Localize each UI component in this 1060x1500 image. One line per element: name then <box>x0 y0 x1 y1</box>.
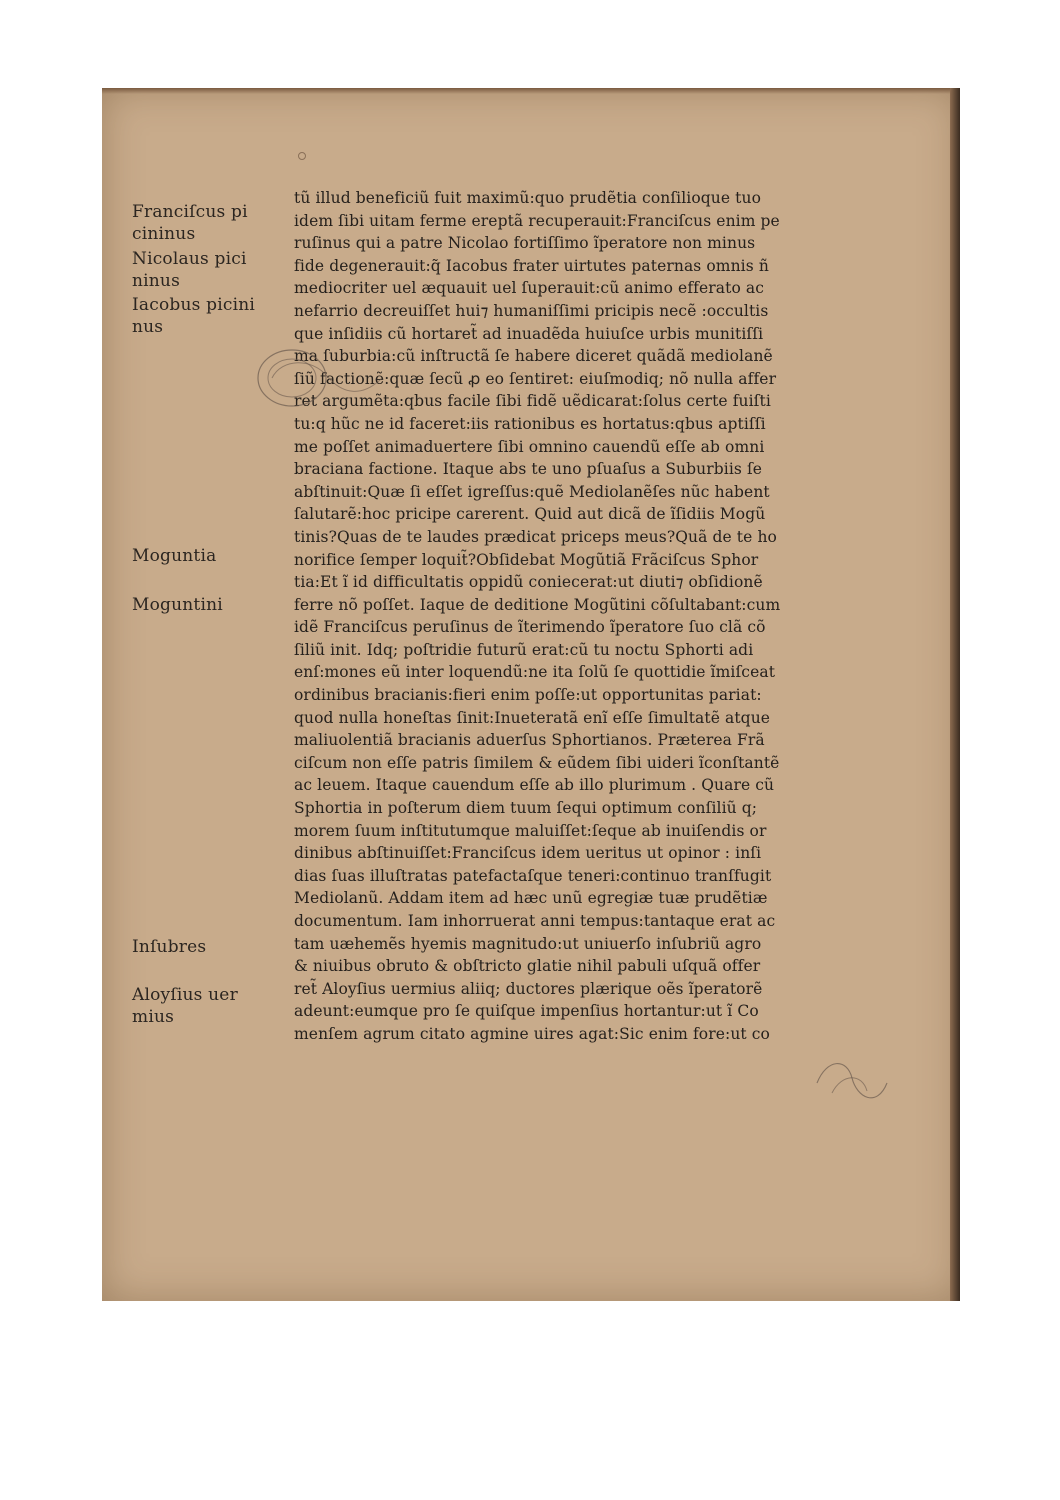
text-line: Mediolanũ. Addam item ad hæc unũ egregiæ tuæ prudẽtiæ <box>294 889 768 908</box>
text-line: Sphortia in poſterum diem tuum ſequi optimum conſiliũ q; <box>294 799 758 818</box>
page-right-edge <box>950 88 960 1301</box>
margin-note-aloysius: Aloyſius uer mius <box>132 985 238 1027</box>
text-line: ſiũ factionẽ:quæ ſecũ ꝓ eo ſentiret: eiuſmodiq; nõ nulla affer <box>294 369 777 388</box>
margin-note-iacobus: Iacobus picini nus <box>132 295 256 337</box>
text-line: ordinibus bracianis:fieri enim poſſe:ut opportunitas pariat: <box>294 686 762 705</box>
body-text <box>294 187 894 1046</box>
text-line: maliuolentiã bracianis aduerſus Sphortianos. Præterea Frã <box>294 731 765 750</box>
text-line: quod nulla honeſtas ſinit:Inueteratã enĩ eſſe ſimultatẽ atque <box>294 708 771 727</box>
library-stamp-mark-2 <box>807 1053 897 1113</box>
text-line: ſiliũ init. Idq; poſtridie futurũ erat:cũ tu noctu Sphorti adi <box>294 640 754 659</box>
text-line: idem ſibi uitam ferme ereptã recuperauit:Franciſcus enim pe <box>294 211 780 230</box>
text-line: ret̃ Aloyſius uermius aliiq; ductores plærique oẽs ĩperatorẽ <box>294 979 763 998</box>
text-line: ret argumẽta:qbus facile ſibi fidẽ uẽdicarat:ſolus certe fuiſti <box>294 392 771 411</box>
text-line: tam uæhemẽs hyemis magnitudo:ut uniuerſo inſubriũ agro <box>294 934 762 953</box>
text-line: ma ſuburbia:cũ inſtructã ſe habere diceret quãdã mediolanẽ <box>294 347 773 366</box>
margin-note-insubres: Inſubres <box>132 937 207 957</box>
small-circle-mark <box>298 152 306 160</box>
text-line: documentum. Iam inhorruerat anni tempus:tantaque erat ac <box>294 912 776 930</box>
text-line: mediocriter uel æquauit uel ſuperauit:cũ animo efferato ac <box>294 279 765 298</box>
text-line: ſalutarẽ:hoc pricipe carerent. Quid aut dicã de ĩſidiis Mogũ <box>294 505 766 524</box>
text-line: ferre nõ poſſet. Iaque de deditione Mogũtini cõſultabant:cum <box>294 595 781 614</box>
text-line: braciana factione. Itaque abs te uno pſuaſus a Suburbiis ſe <box>294 460 763 479</box>
text-line: dias ſuas illuſtratas patefactaſque teneri:continuo tranſfugit <box>294 866 772 885</box>
library-stamp-mark <box>252 338 392 418</box>
margin-note-nicolaus: Nicolaus pici ninus <box>132 249 247 291</box>
text-line: dinibus abſtinuiſſet:Franciſcus idem ueritus ut opinor : inſi <box>294 844 762 863</box>
margin-note-moguntini: Moguntini <box>132 595 223 615</box>
text-line: que inſidiis cũ hortaret̃ ad inuadẽda huiuſce urbis munitiſſi <box>294 324 764 343</box>
text-line: tu:q hũc ne id faceret:iis rationibus es hortatus:qbus aptiſſi <box>294 414 766 433</box>
text-line: me poſſet animaduertere ſibi omnino cauendũ eſſe ab omni <box>294 437 765 456</box>
text-line: fide degenerauit:q̃ Iacobus frater uirtutes paternas omnis ñ <box>294 256 769 275</box>
margin-note-moguntia: Moguntia <box>132 546 217 566</box>
text-line: abſtinuit:Quæ ſi eſſet igreſſus:quẽ Mediolanẽſes nũc habent <box>294 482 770 501</box>
margin-note-franciscus: Franciſcus pi cininus <box>132 202 248 244</box>
page-top-shadow <box>102 88 960 94</box>
text-line: nefarrio decreuiſſet hui⁊ humaniſſimi pricipis necẽ :occultis <box>294 301 769 320</box>
text-line: norifice ſemper loquit̃?Obſidebat Mogũtiã Frãciſcus Sphor <box>294 550 759 569</box>
text-line: morem ſuum inſtitutumque maluiſſet:ſeque ab inuiſendis or <box>294 821 767 840</box>
text-line: ciſcum non eſſe patris ſimilem & eũdem ſibi uideri ĩconſtantẽ <box>294 753 780 772</box>
text-line: adeunt:eumque pro ſe quiſque impenſius hortantur:ut ĩ Co <box>294 1002 759 1021</box>
book-page <box>102 88 960 1301</box>
text-line: ac leuem. Itaque cauendum eſſe ab illo plurimum . Quare cũ <box>294 776 775 795</box>
text-line: tinis?Quas de te laudes prædicat priceps meus?Quã de te ho <box>294 527 777 546</box>
text-line: tũ illud beneficiũ fuit maximũ:quo prudẽtia conſilioque tuo <box>294 189 762 207</box>
text-line: idẽ Franciſcus peruſinus de ĩterimendo ĩperatore ſuo clã cõ <box>294 618 766 637</box>
text-line: menſem agrum citato agmine uires agat:Sic enim fore:ut co <box>294 1024 770 1043</box>
text-line: enſ:mones eũ inter loquendũ:ne ita ſolũ ſe quottidie ĩmiſceat <box>294 663 776 682</box>
text-line: & niuibus obruto & obſtricto glatie nihil pabuli uſquã offer <box>294 957 761 976</box>
text-line: tia:Et ĩ id difficultatis oppidũ coniecerat:ut diuti⁊ obſidionẽ <box>294 573 763 592</box>
text-line: ruſinus qui a patre Nicolao fortiſſimo ĩperatore non minus <box>294 234 756 253</box>
